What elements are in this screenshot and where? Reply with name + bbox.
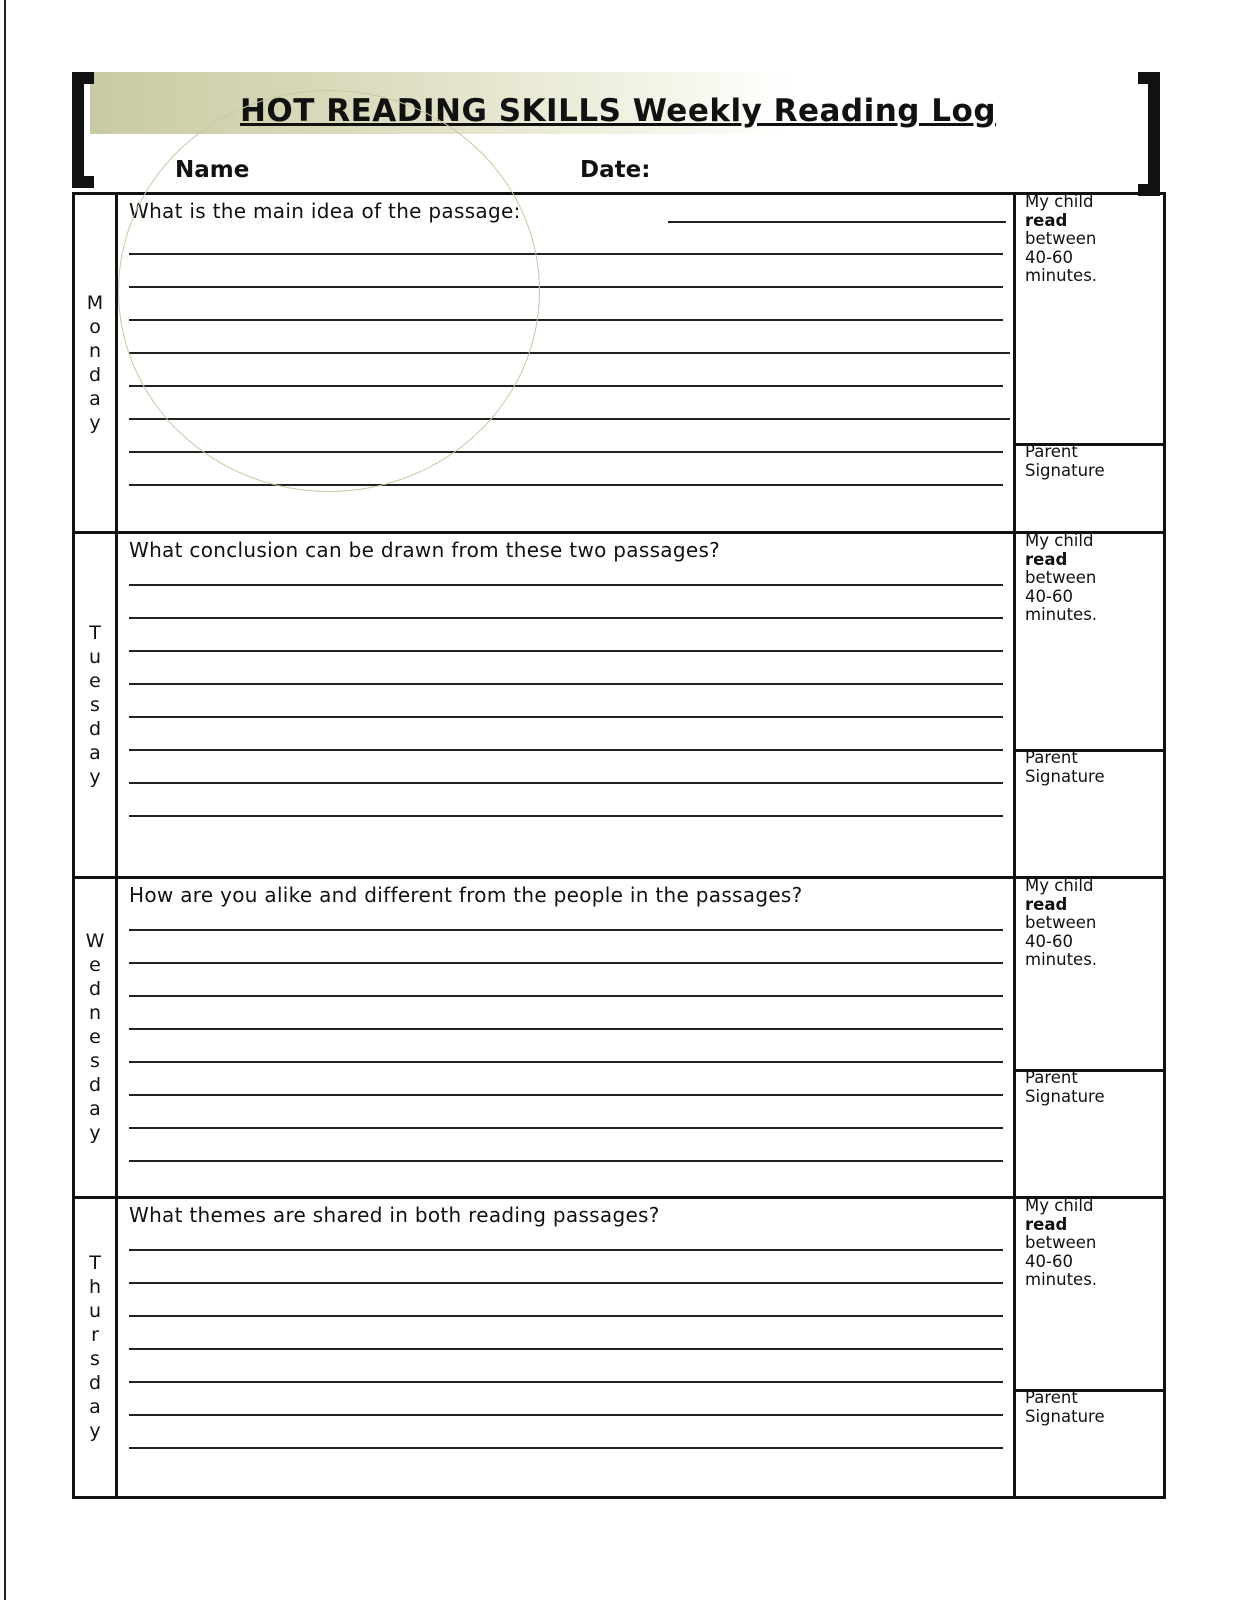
writing-line[interactable] xyxy=(129,253,1003,255)
day-letter: a xyxy=(89,1098,101,1120)
writing-line[interactable] xyxy=(129,1447,1003,1449)
day-letter: r xyxy=(91,1324,99,1346)
writing-line[interactable] xyxy=(129,683,1003,685)
day-letter: n xyxy=(88,1002,102,1024)
day-letter: y xyxy=(89,765,101,788)
right-bracket-decoration xyxy=(1138,72,1160,196)
day-row-tuesday xyxy=(75,531,1163,879)
question-text: How are you alike and different from the people in the passages? xyxy=(129,883,803,907)
signature-label: Parent xyxy=(1025,1388,1078,1407)
note-read-bold: read xyxy=(1025,549,1068,569)
left-bracket-decoration xyxy=(72,72,94,188)
reading-time-note xyxy=(1025,877,1097,970)
writing-line[interactable] xyxy=(129,1127,1003,1129)
writing-line[interactable] xyxy=(129,584,1003,586)
parent-signature-box[interactable] xyxy=(1016,749,1163,876)
date-label: Date: xyxy=(580,157,651,183)
reading-time-note xyxy=(1025,1197,1097,1290)
writing-line[interactable] xyxy=(129,929,1003,931)
name-label: Name xyxy=(175,157,250,183)
note-line: My child xyxy=(1025,531,1094,550)
note-line: between xyxy=(1025,568,1097,587)
day-letter: s xyxy=(90,1348,100,1370)
day-letter: W xyxy=(85,930,105,952)
note-line: minutes. xyxy=(1025,266,1098,285)
writing-line[interactable] xyxy=(129,1348,1003,1350)
writing-line[interactable] xyxy=(129,716,1003,718)
answer-area[interactable] xyxy=(118,1199,1013,1496)
day-letter: e xyxy=(89,1026,101,1048)
day-letter: y xyxy=(89,411,101,434)
parent-check-column xyxy=(1013,1196,1163,1496)
day-letter: e xyxy=(89,669,101,692)
writing-line[interactable] xyxy=(129,749,1003,751)
day-letter: d xyxy=(88,363,102,386)
note-line: My child xyxy=(1025,192,1094,211)
note-line: between xyxy=(1025,1233,1097,1252)
writing-line[interactable] xyxy=(129,995,1003,997)
note-read-bold: read xyxy=(1025,894,1068,914)
answer-area[interactable] xyxy=(118,195,1013,531)
day-letter: n xyxy=(88,339,102,362)
note-read-bold: read xyxy=(1025,210,1068,230)
writing-line[interactable] xyxy=(129,319,1003,321)
writing-line[interactable] xyxy=(129,418,1010,420)
signature-label: Parent xyxy=(1025,748,1078,767)
writing-line[interactable] xyxy=(129,451,1003,453)
signature-label: Signature xyxy=(1025,461,1105,480)
day-row-wednesday xyxy=(75,876,1163,1199)
day-letter: d xyxy=(88,1372,102,1394)
page-title: HOT READING SKILLS Weekly Reading Log xyxy=(239,93,997,129)
writing-line[interactable] xyxy=(129,385,1003,387)
day-letter: u xyxy=(88,645,102,668)
note-line: minutes. xyxy=(1025,950,1098,969)
writing-line[interactable] xyxy=(129,1414,1003,1416)
parent-check-column xyxy=(1013,876,1163,1196)
question-text: What conclusion can be drawn from these two passages? xyxy=(129,538,721,562)
writing-line[interactable] xyxy=(129,484,1003,486)
signature-label: Signature xyxy=(1025,1407,1105,1426)
writing-line[interactable] xyxy=(129,1249,1003,1251)
day-letter: T xyxy=(89,621,101,644)
day-letter: a xyxy=(89,1396,101,1418)
parent-signature-box[interactable] xyxy=(1016,1069,1163,1196)
note-read-bold: read xyxy=(1025,1214,1068,1234)
note-line: My child xyxy=(1025,876,1094,895)
parent-signature-box[interactable] xyxy=(1016,1389,1163,1496)
day-name-vertical xyxy=(89,1252,101,1443)
answer-area[interactable] xyxy=(118,534,1013,876)
day-letter: y xyxy=(89,1420,101,1442)
writing-line[interactable] xyxy=(129,962,1003,964)
writing-line[interactable] xyxy=(129,1160,1003,1162)
parent-check-column xyxy=(1013,192,1163,531)
parent-check-column xyxy=(1013,531,1163,876)
note-line: 40-60 xyxy=(1025,586,1073,606)
writing-line[interactable] xyxy=(129,1315,1003,1317)
note-line: 40-60 xyxy=(1025,1251,1073,1271)
day-letter: s xyxy=(90,693,100,716)
question-text: What is the main idea of the passage: xyxy=(129,199,521,223)
day-letter: a xyxy=(89,387,101,410)
day-name-vertical xyxy=(89,622,101,789)
day-label-column xyxy=(75,879,118,1196)
page-edge-rule xyxy=(4,0,6,1600)
signature-label: Signature xyxy=(1025,1087,1105,1106)
day-label-column xyxy=(75,534,118,876)
signature-label: Parent xyxy=(1025,1068,1078,1087)
writing-line[interactable] xyxy=(129,650,1003,652)
day-letter: T xyxy=(89,1252,101,1274)
writing-line[interactable] xyxy=(129,1061,1003,1063)
day-label-column xyxy=(75,1199,118,1496)
day-letter: s xyxy=(90,1050,100,1072)
day-row-monday xyxy=(75,192,1163,534)
day-letter: a xyxy=(89,741,101,764)
day-letter: o xyxy=(89,315,101,338)
note-line: minutes. xyxy=(1025,1270,1098,1289)
question-text: What themes are shared in both reading passages? xyxy=(129,1203,660,1227)
writing-line[interactable] xyxy=(129,1381,1003,1383)
note-line: 40-60 xyxy=(1025,247,1073,267)
writing-line[interactable] xyxy=(129,782,1003,784)
writing-line[interactable] xyxy=(129,1094,1003,1096)
reading-time-note xyxy=(1025,193,1097,286)
answer-area[interactable] xyxy=(118,879,1013,1196)
day-letter: d xyxy=(88,717,102,740)
question-answer-line[interactable] xyxy=(668,221,1006,223)
day-letter: d xyxy=(88,978,102,1000)
writing-line[interactable] xyxy=(129,352,1010,354)
note-line: between xyxy=(1025,229,1097,248)
reading-time-note xyxy=(1025,532,1097,625)
day-name-vertical xyxy=(86,930,105,1145)
note-line: between xyxy=(1025,913,1097,932)
day-letter: e xyxy=(89,954,101,976)
writing-line[interactable] xyxy=(129,286,1003,288)
note-line: 40-60 xyxy=(1025,931,1073,951)
note-line: minutes. xyxy=(1025,605,1098,624)
day-name-vertical xyxy=(87,292,103,435)
reading-log-grid xyxy=(72,192,1166,1499)
day-letter: d xyxy=(88,1074,102,1096)
parent-signature-box[interactable] xyxy=(1016,443,1163,531)
writing-line[interactable] xyxy=(129,617,1003,619)
day-letter: M xyxy=(86,291,104,314)
note-line: My child xyxy=(1025,1196,1094,1215)
writing-line[interactable] xyxy=(129,815,1003,817)
day-row-thursday xyxy=(75,1196,1163,1496)
signature-label: Parent xyxy=(1025,442,1078,461)
day-letter: h xyxy=(88,1276,102,1298)
writing-line[interactable] xyxy=(129,1282,1003,1284)
day-label-column xyxy=(75,195,118,531)
signature-label: Signature xyxy=(1025,767,1105,786)
day-letter: y xyxy=(89,1122,101,1144)
day-letter: u xyxy=(88,1300,102,1322)
writing-line[interactable] xyxy=(129,1028,1003,1030)
